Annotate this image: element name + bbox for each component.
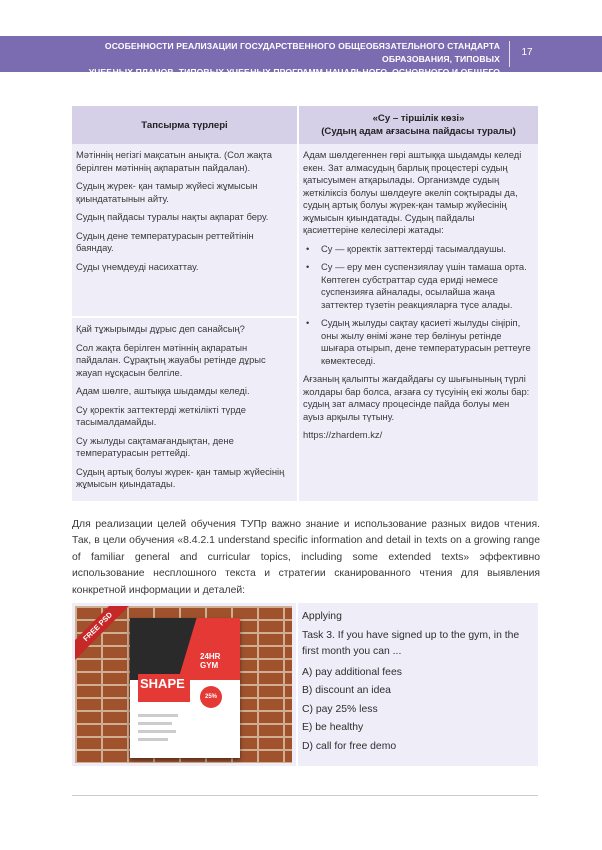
- task-item: Мәтіннің негізгі мақсатын анықта. (Сол жақта берілген мәтіннің ақпаратын пайдалан).: [76, 149, 272, 173]
- task-item: Судың жүрек- қан тамыр жүйесі жұмысын қиындататынын айту.: [76, 180, 258, 204]
- answer-option: Су қоректік заттектерді жеткілікті түрде тасымалдамайды.: [76, 403, 246, 427]
- bullet-icon: •: [306, 261, 310, 272]
- poster-gym-name: 24HR GYM: [200, 652, 221, 670]
- list-item-text: Су — еру мен суспензиялау үшін тамаша орта. Көптеген субстраттар суда ериді немесе суспензияға айналады, осылайша жаңа заттектер түзетін реакцияларға түсе алады.: [321, 261, 527, 310]
- poster-headline: SHAPE: [140, 676, 185, 691]
- task-item: Сол жақта берілген мәтіннің ақпаратын пайдалан. Сұрақтың жауабы ретінде дұрыс жауап нұсқасын белгіле.: [76, 341, 266, 378]
- poster-text-line: [138, 730, 176, 733]
- table-header-text-title: [298, 106, 538, 144]
- list-item: [303, 317, 532, 367]
- header-divider: [509, 41, 510, 67]
- answer-option: B) discount an idea: [302, 685, 391, 697]
- answer-option: Судың артық болуы жүрек- қан тамыр жүйесінің жұмысын қиындатады.: [76, 465, 285, 489]
- table-header-row: [72, 106, 538, 144]
- answer-option: Адам шөлге, аштыққа шыдамды келеді.: [76, 385, 250, 396]
- reading-text-intro: Адам шөлдегеннен гөрі аштыққа шыдамды келеді екен. Зат алмасудың барлық процестері судың қатысуымен атқарылады. Организмде судың жеткіліксіз болуы шөлдеуге әкеліп соқтырады да, судың артық болуы жүрек-қан тамыр жүйесінің жұмысын қиындатады. Судың пайдалы қасиеттеріне келесілері жатады:: [303, 149, 522, 235]
- answer-option: Су жылуды сақтамағандықтан, дене температурасын реттейді.: [76, 434, 234, 458]
- table-header-task-types: Тапсырма түрлері: [72, 106, 298, 144]
- gym-poster: [130, 618, 240, 758]
- running-header-line-2: УЧЕБНЫХ ПЛАНОВ, ТИПОВЫХ УЧЕБНЫХ ПРОГРАММ НАЧАЛЬНОГО, ОСНОВНОГО И ОБЩЕГО СРЕДНЕГО ОБРАЗОВАНИЯ: [88, 67, 500, 90]
- benefits-list: [303, 243, 532, 368]
- list-item-text: Су — қоректік заттектерді тасымалдаушы.: [321, 242, 506, 254]
- task-item: Судың дене температурасын реттейтінін баяндау.: [76, 229, 254, 253]
- poster-text-line: [138, 714, 178, 717]
- task-table: [72, 106, 538, 501]
- poster-text-line: [138, 722, 172, 725]
- text-subtitle: (Судың адам ағзасына пайдасы туралы): [321, 126, 516, 137]
- task-question: Task 3. If you have signed up to the gym, in the first month you can ...: [302, 629, 520, 657]
- task-heading: Applying: [302, 611, 342, 622]
- text-title: «Су – тіршілік көзі»: [372, 113, 465, 124]
- task-item: Судың пайдасы туралы нақты ақпарат беру.: [76, 211, 269, 222]
- question-heading: Қай тұжырымды дұрыс деп санайсың?: [76, 323, 245, 334]
- free-psd-ribbon: FREE PSD: [75, 606, 135, 664]
- task-list-bottom: [72, 317, 298, 501]
- answer-option: C) pay 25% less: [302, 703, 378, 715]
- poster-discount-badge: 25%: [200, 686, 222, 708]
- table-row: [72, 144, 538, 317]
- list-item: [303, 261, 532, 311]
- task-box-divider: [296, 603, 298, 766]
- source-url[interactable]: https://zhardem.kz/: [303, 429, 383, 440]
- running-header-line-1: ОСОБЕННОСТИ РЕАЛИЗАЦИИ ГОСУДАРСТВЕННОГО ОБЩЕОБЯЗАТЕЛЬНОГО СТАНДАРТА ОБРАЗОВАНИЯ, ТИПОВЫХ: [104, 41, 500, 64]
- task-list-top: [72, 144, 298, 317]
- page-number: 17: [521, 47, 533, 58]
- bullet-icon: •: [306, 317, 310, 328]
- reading-text-outro: Ағзаның қалыпты жағдайдағы су шығынының түрлі жолдары бар болса, ағзаға су түсуінің екі жолы бар: судың зат алмасу процесінде пайда болуы мен ауыз арқылы түтыну.: [303, 373, 530, 422]
- task-text: [302, 608, 536, 757]
- running-header: [60, 40, 500, 92]
- list-item: [303, 243, 532, 256]
- answer-option: D) call for free demo: [302, 740, 397, 752]
- gym-poster-image: [75, 606, 292, 763]
- task-item: Суды үнемдеуді насихаттау.: [76, 260, 199, 272]
- reading-text-cell: [298, 144, 538, 501]
- poster-text-line: [138, 738, 168, 741]
- bullet-icon: •: [306, 242, 310, 254]
- footer-rule: [72, 795, 538, 796]
- answer-option: A) pay additional fees: [302, 666, 402, 678]
- body-paragraph: Для реализации целей обучения ТУПр важно знание и использование разных видов чтения. Так, в цели обучения «8.4.2.1 understand specific information and detail in texts on a growing range of familiar general and curricular topics, including some extended texts» эффективно использование несплошного текста и стратегии сканированного чтения для выявления конкретной информации и деталей:: [72, 519, 540, 596]
- answer-option: E) be healthy: [302, 722, 364, 734]
- list-item-text: Судың жылуды сақтау қасиеті жылуды сіңіріп, оны жылу өнімі және тер бөлінуы ретінде шығара отырып, дене температурасын реттеуге көмектеседі.: [321, 317, 531, 366]
